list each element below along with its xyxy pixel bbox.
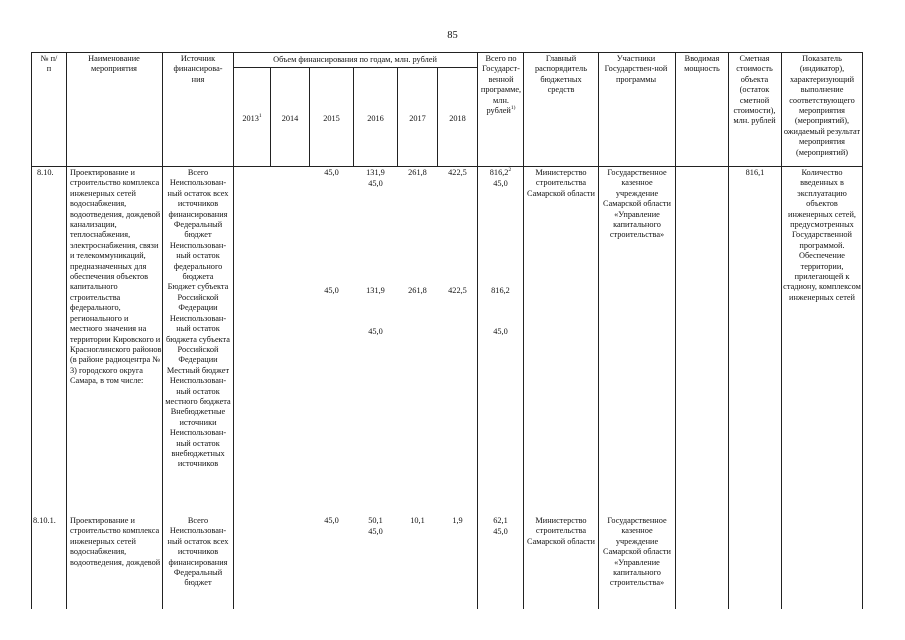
source-total: Всего (187, 168, 209, 177)
value-2016: 45,0 (368, 179, 383, 188)
grid-col-divider (66, 52, 67, 609)
value-2015: 45,0 (324, 286, 339, 295)
source-unused-local: Неиспользован-ный остаток местного бюджета (165, 376, 231, 406)
header-year-2017: 2017 (409, 114, 426, 123)
value-2018: 422,5 (448, 168, 467, 177)
source-total: Всего (187, 516, 209, 525)
header-year-2014: 2014 (281, 114, 299, 123)
page-number: 85 (447, 30, 458, 41)
row-manager: Министерство строительства Самарской области (527, 516, 595, 546)
value-2017: 10,1 (410, 516, 425, 525)
header-source: Источник финансирова-ния (173, 54, 223, 84)
source-unused-all: Неиспользован-ный остаток всех источников финансирования (167, 178, 229, 219)
header-manager: Главный распорядитель бюджетных средств (535, 54, 587, 95)
grid-top (31, 52, 862, 53)
header-total (480, 54, 522, 116)
source-unused-federal: Неиспользован-ный остаток федерального бюджета (169, 240, 227, 282)
value-2016: 45,0 (368, 327, 383, 336)
header-indicator: Показатель (индикатор), характеризующий выполнение соответствующего мероприятия (мероприятий), ожидаемый результат мероприятия (мероприятий) (783, 54, 861, 157)
grid-col-divider (233, 52, 234, 609)
grid-col-divider (598, 52, 599, 609)
row-number: 8.10. (37, 168, 54, 177)
footnote-mark: 1 (258, 113, 262, 120)
source-unused-all: Неиспользован-ный остаток всех источников финансирования (167, 526, 229, 567)
row-participant: Государственное казенное учреждение Самарской области «Управление капитального строительства» (603, 516, 671, 588)
value-2015: 45,0 (324, 168, 339, 177)
header-year-2015: 2015 (323, 114, 340, 123)
source-regional: Бюджет субъекта Российской Федерации (167, 282, 229, 313)
header-year-2016: 2016 (367, 114, 384, 123)
footnote-mark: 2 (508, 167, 512, 174)
value-sum: 816,2 (491, 286, 510, 295)
source-unused-extrabudget: Неиспользован-ный остаток внебюджетных источников (169, 428, 227, 469)
value-2016: 131,9 (366, 168, 385, 177)
value-sum: 62,1 (493, 516, 508, 525)
value-2015: 45,0 (324, 516, 339, 525)
grid-col-divider (781, 52, 782, 609)
value-2016: 50,1 (368, 516, 383, 525)
source-federal: Федеральный бюджет (173, 568, 223, 588)
source-extrabudget: Внебюджетные источники (170, 407, 226, 427)
value-2018: 1,9 (452, 516, 463, 525)
source-unused-regional: Неиспользован-ный остаток бюджета субъекта Российской Федерации (166, 313, 230, 365)
grid-col-edge-left (31, 52, 32, 609)
row-manager: Министерство строительства Самарской области (527, 168, 595, 198)
value-sum (478, 168, 523, 178)
row-number: 8.10.1. (33, 516, 56, 525)
row-indicator: Количество введенных в эксплуатацию объектов инженерных сетей, предусмотренных Государственной программой. Обеспечение территории, прилегающей к стадиону, комплексом инженерных сетей (783, 168, 861, 302)
value-sum-text: 816,2 (489, 168, 509, 177)
grid-col-divider (675, 52, 676, 609)
header-participants: Участники Государствен-ной программы (604, 54, 668, 84)
row-estimate: 816,1 (745, 168, 765, 177)
year-label: 2013 (242, 114, 259, 123)
value-sum: 45,0 (493, 179, 508, 188)
source-list (164, 168, 232, 470)
value-2016: 45,0 (368, 527, 383, 536)
value-2017: 261,8 (408, 168, 427, 177)
header-capacity: Вводимая мощность (684, 54, 720, 74)
header-finance-group: Объем финансирования по годам, млн. рублей (273, 55, 437, 64)
row-name: Проектирование и строительство комплекса инженерных сетей водоснабжения, водоотведения, дождевой (70, 516, 161, 567)
value-sum: 45,0 (493, 527, 508, 536)
header-total-text: Всего по Государст-венной программе, млн. рублей (480, 54, 522, 116)
value-sum: 45,0 (493, 327, 508, 336)
grid-col-divider (162, 52, 163, 609)
grid-col-edge-right (862, 52, 863, 609)
row-participant: Государственное казенное учреждение Самарской области «Управление капитального строительства» (603, 168, 671, 240)
header-year-2013 (234, 114, 270, 124)
footnote-mark: 1) (510, 105, 516, 112)
value-2016: 131,9 (366, 286, 385, 295)
source-federal: Федеральный бюджет (173, 220, 223, 240)
source-list (164, 516, 232, 589)
source-local: Местный бюджет (166, 365, 230, 375)
grid-header-bottom (31, 166, 862, 167)
header-name: Наименование мероприятия (88, 54, 140, 74)
header-estimate: Сметная стоимость объекта (остаток сметной стоимости), млн. рублей (733, 54, 776, 126)
value-2017: 261,8 (408, 286, 427, 295)
row-name: Проектирование и строительство комплекса инженерных сетей водоснабжения, водоотведения, дождевой канализации, теплоснабжения, электроснабжения, связи и телекоммуникаций, предназначенных для обеспечения объектов капитального строительства федерального, регионального и местного значения на территории Кировского и Красноглинского районов (в районе радиоцентра № 3) городского округа Самара, в том числе: (70, 168, 162, 386)
value-2018: 422,5 (448, 286, 467, 295)
header-year-2018: 2018 (449, 114, 466, 123)
grid-col-divider (523, 52, 524, 609)
header-no: № п/п (40, 54, 58, 74)
grid-col-divider (728, 52, 729, 609)
